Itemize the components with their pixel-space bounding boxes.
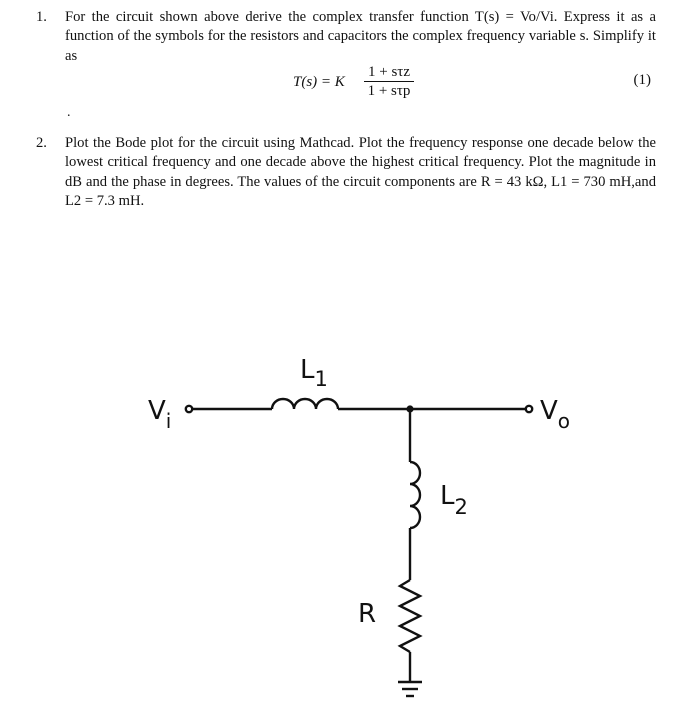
label-r: R <box>358 599 377 629</box>
label-l1: $L_1$ <box>300 355 328 391</box>
inductor-l1 <box>272 399 338 409</box>
problem-2-number: 2. <box>36 135 47 151</box>
equation-lhs: T(s) = K <box>293 74 345 90</box>
equation-number: (1) <box>633 72 651 88</box>
input-terminal <box>186 406 192 412</box>
output-terminal <box>526 406 532 412</box>
equation-fraction <box>364 64 414 101</box>
bullet-dot: . <box>67 105 71 120</box>
label-vo: $V_o$ <box>540 396 571 433</box>
problem-1-number: 1. <box>36 9 47 25</box>
label-vi: $V_i$ <box>148 396 172 433</box>
equation-denominator: 1 + sτp <box>367 83 411 99</box>
transfer-function-equation <box>293 64 653 104</box>
resistor-r <box>400 580 420 652</box>
junction-node <box>406 405 413 412</box>
circuit-diagram <box>0 340 697 727</box>
equation-numerator: 1 + sτz <box>364 64 414 82</box>
problem-2 <box>36 134 656 212</box>
inductor-l2 <box>410 462 420 528</box>
problem-1 <box>36 8 656 66</box>
label-l2: $L_2$ <box>440 481 468 519</box>
problem-2-text: Plot the Bode plot for the circuit using Mathcad. Plot the frequency response one decade below the lowest critical frequency and one decade above the highest critical frequency. Plot the magnitude in dB and the phase in degrees. The values of the circuit components are R = 43 kΩ, L1 = 730 mH,and L2 = 7.3 mH. <box>65 135 656 210</box>
problem-1-text: For the circuit shown above derive the complex transfer function T(s) = Vo/Vi. Express it as a function of the symbols for the resistors and capacitors the complex frequency variable s. Simplify it as <box>65 9 656 64</box>
